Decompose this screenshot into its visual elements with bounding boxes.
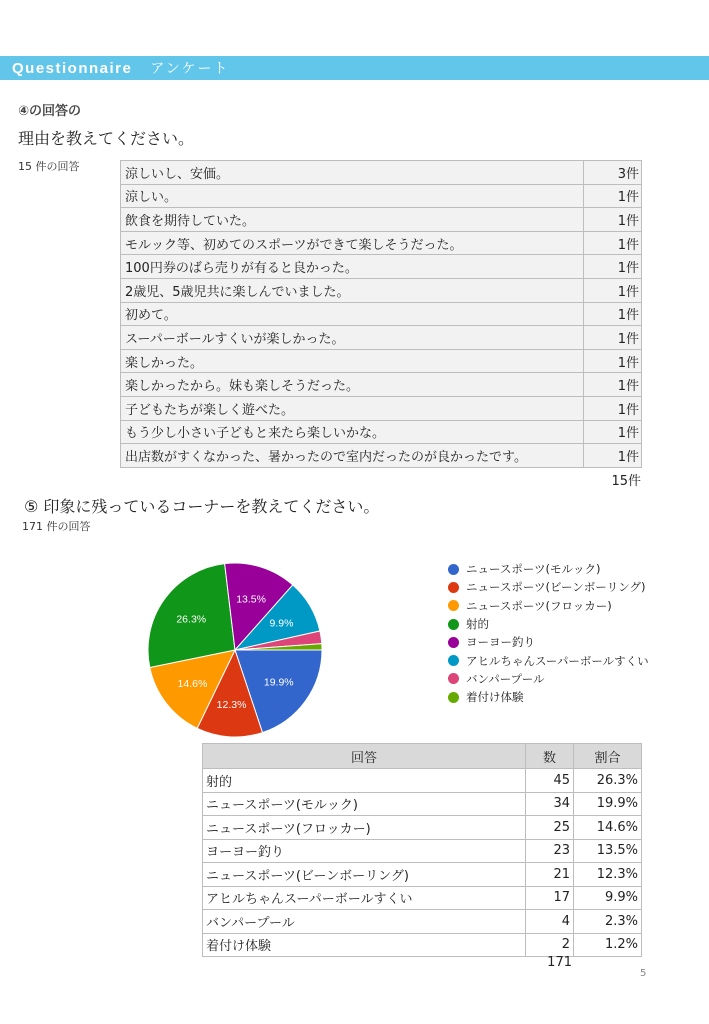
pie-slice-label: 26.3% (176, 613, 207, 626)
corner-ratio: 13.5% (574, 839, 642, 863)
table-row (121, 208, 642, 232)
legend-label: ヨーヨー釣り (466, 635, 535, 650)
corner-count: 2 (526, 933, 574, 957)
header-title-en: Questionnaire (12, 59, 133, 77)
corner-count: 34 (526, 792, 574, 816)
reason-count: 1件 (584, 373, 642, 397)
reason-text: 100円券のばら売りが有ると良かった。 (121, 255, 584, 279)
legend-item (448, 651, 649, 669)
legend-swatch (448, 564, 459, 575)
legend-swatch (448, 673, 459, 684)
q4-reasons-table (120, 160, 642, 468)
q5-table-header-row (203, 744, 642, 769)
q5-header-answer: 回答 (203, 744, 526, 769)
reason-text: 飲食を期待していた。 (121, 208, 584, 232)
table-row (203, 886, 642, 910)
table-row (203, 769, 642, 793)
corner-answer: ニュースポーツ(ビーンボーリング) (203, 863, 526, 887)
corner-count: 17 (526, 886, 574, 910)
reason-count: 1件 (584, 444, 642, 468)
q4-response-count: 15 件の回答 (18, 160, 80, 173)
corner-ratio: 1.2% (574, 933, 642, 957)
table-row (121, 373, 642, 397)
legend-item (448, 633, 649, 651)
reason-count: 1件 (584, 302, 642, 326)
reason-text: 涼しい。 (121, 184, 584, 208)
table-row (203, 816, 642, 840)
table-row (121, 255, 642, 279)
q5-pie-chart (140, 555, 330, 745)
reason-count: 1件 (584, 326, 642, 350)
header-banner (0, 56, 709, 80)
legend-label: ニュースポーツ(フロッカー) (466, 598, 612, 613)
q5-chart-legend (448, 560, 649, 706)
table-row (121, 396, 642, 420)
reason-count: 3件 (584, 161, 642, 185)
q5-total: 171 (547, 955, 572, 970)
corner-answer: ニュースポーツ(モルック) (203, 792, 526, 816)
corner-answer: 着付け体験 (203, 933, 526, 957)
q4-title: ④の回答の (18, 104, 82, 119)
reason-text: 楽しかったから。妹も楽しそうだった。 (121, 373, 584, 397)
legend-label: 着付け体験 (466, 690, 524, 705)
header-title-jp: アンケート (150, 61, 230, 77)
pie-slice-label: 13.5% (236, 593, 266, 606)
q5-response-count: 171 件の回答 (22, 520, 91, 533)
reason-text: 出店数がすくなかった、暑かったので室内だったのが良かったです。 (121, 444, 584, 468)
q5-header-ratio: 割合 (574, 744, 642, 769)
table-row (203, 839, 642, 863)
table-row (121, 161, 642, 185)
legend-label: ニュースポーツ(モルック) (466, 562, 601, 577)
reason-text: 涼しいし、安価。 (121, 161, 584, 185)
corner-answer: ニュースポーツ(フロッカー) (203, 816, 526, 840)
corner-ratio: 2.3% (574, 910, 642, 934)
q5-corners-table (202, 743, 642, 957)
legend-label: 射的 (466, 617, 489, 632)
pie-slice-label: 12.3% (216, 698, 247, 711)
reason-count: 1件 (584, 208, 642, 232)
corner-count: 45 (526, 769, 574, 793)
q5-header-count: 数 (526, 744, 574, 769)
legend-swatch (448, 637, 459, 648)
reason-count: 1件 (584, 278, 642, 302)
table-row (203, 910, 642, 934)
corner-count: 23 (526, 839, 574, 863)
reason-text: 2歳児、5歳児共に楽しんでいました。 (121, 278, 584, 302)
reason-text: 子どもたちが楽しく遊べた。 (121, 396, 584, 420)
reason-count: 1件 (584, 420, 642, 444)
legend-swatch (448, 619, 459, 630)
legend-label: バンパープール (466, 671, 545, 686)
legend-swatch (448, 655, 459, 666)
table-row (121, 326, 642, 350)
corner-answer: バンパープール (203, 910, 526, 934)
table-row (203, 863, 642, 887)
corner-ratio: 9.9% (574, 886, 642, 910)
pie-slice-label: 19.9% (263, 676, 294, 689)
corner-count: 21 (526, 863, 574, 887)
reason-count: 1件 (584, 396, 642, 420)
reason-text: モルック等、初めてのスポーツができて楽しそうだった。 (121, 231, 584, 255)
legend-item (448, 670, 649, 688)
legend-item (448, 688, 649, 706)
legend-swatch (448, 692, 459, 703)
corner-ratio: 14.6% (574, 816, 642, 840)
legend-item (448, 560, 649, 578)
corner-answer: 射的 (203, 769, 526, 793)
corner-count: 25 (526, 816, 574, 840)
q5-title: ⑤ 印象に残っているコーナーを教えてください。 (24, 497, 380, 516)
pie-slice-label: 14.6% (177, 678, 208, 691)
q4-subtitle: 理由を教えてください。 (18, 129, 195, 148)
table-row (121, 184, 642, 208)
table-row (121, 231, 642, 255)
corner-ratio: 12.3% (574, 863, 642, 887)
reason-text: もう少し小さい子どもと来たら楽しいかな。 (121, 420, 584, 444)
legend-label: アヒルちゃんスーパーボールすくい (466, 653, 649, 668)
legend-item (448, 597, 649, 615)
legend-item (448, 578, 649, 596)
reason-count: 1件 (584, 255, 642, 279)
table-row (121, 420, 642, 444)
reason-text: スーパーボールすくいが楽しかった。 (121, 326, 584, 350)
pie-slice-label: 9.9% (269, 617, 294, 630)
corner-answer: ヨーヨー釣り (203, 839, 526, 863)
reason-text: 楽しかった。 (121, 349, 584, 373)
table-row (121, 349, 642, 373)
page-number: 5 (640, 968, 647, 979)
table-row (121, 278, 642, 302)
reason-count: 1件 (584, 349, 642, 373)
corner-count: 4 (526, 910, 574, 934)
corner-answer: アヒルちゃんスーパーボールすくい (203, 886, 526, 910)
table-row (203, 933, 642, 957)
legend-label: ニュースポーツ(ビーンボーリング) (466, 580, 646, 595)
q4-total: 15件 (611, 474, 641, 489)
table-row (121, 302, 642, 326)
reason-count: 1件 (584, 184, 642, 208)
legend-swatch (448, 582, 459, 593)
corner-ratio: 26.3% (574, 769, 642, 793)
table-row (203, 792, 642, 816)
legend-swatch (448, 600, 459, 611)
corner-ratio: 19.9% (574, 792, 642, 816)
reason-count: 1件 (584, 231, 642, 255)
legend-item (448, 615, 649, 633)
table-row (121, 444, 642, 468)
reason-text: 初めて。 (121, 302, 584, 326)
